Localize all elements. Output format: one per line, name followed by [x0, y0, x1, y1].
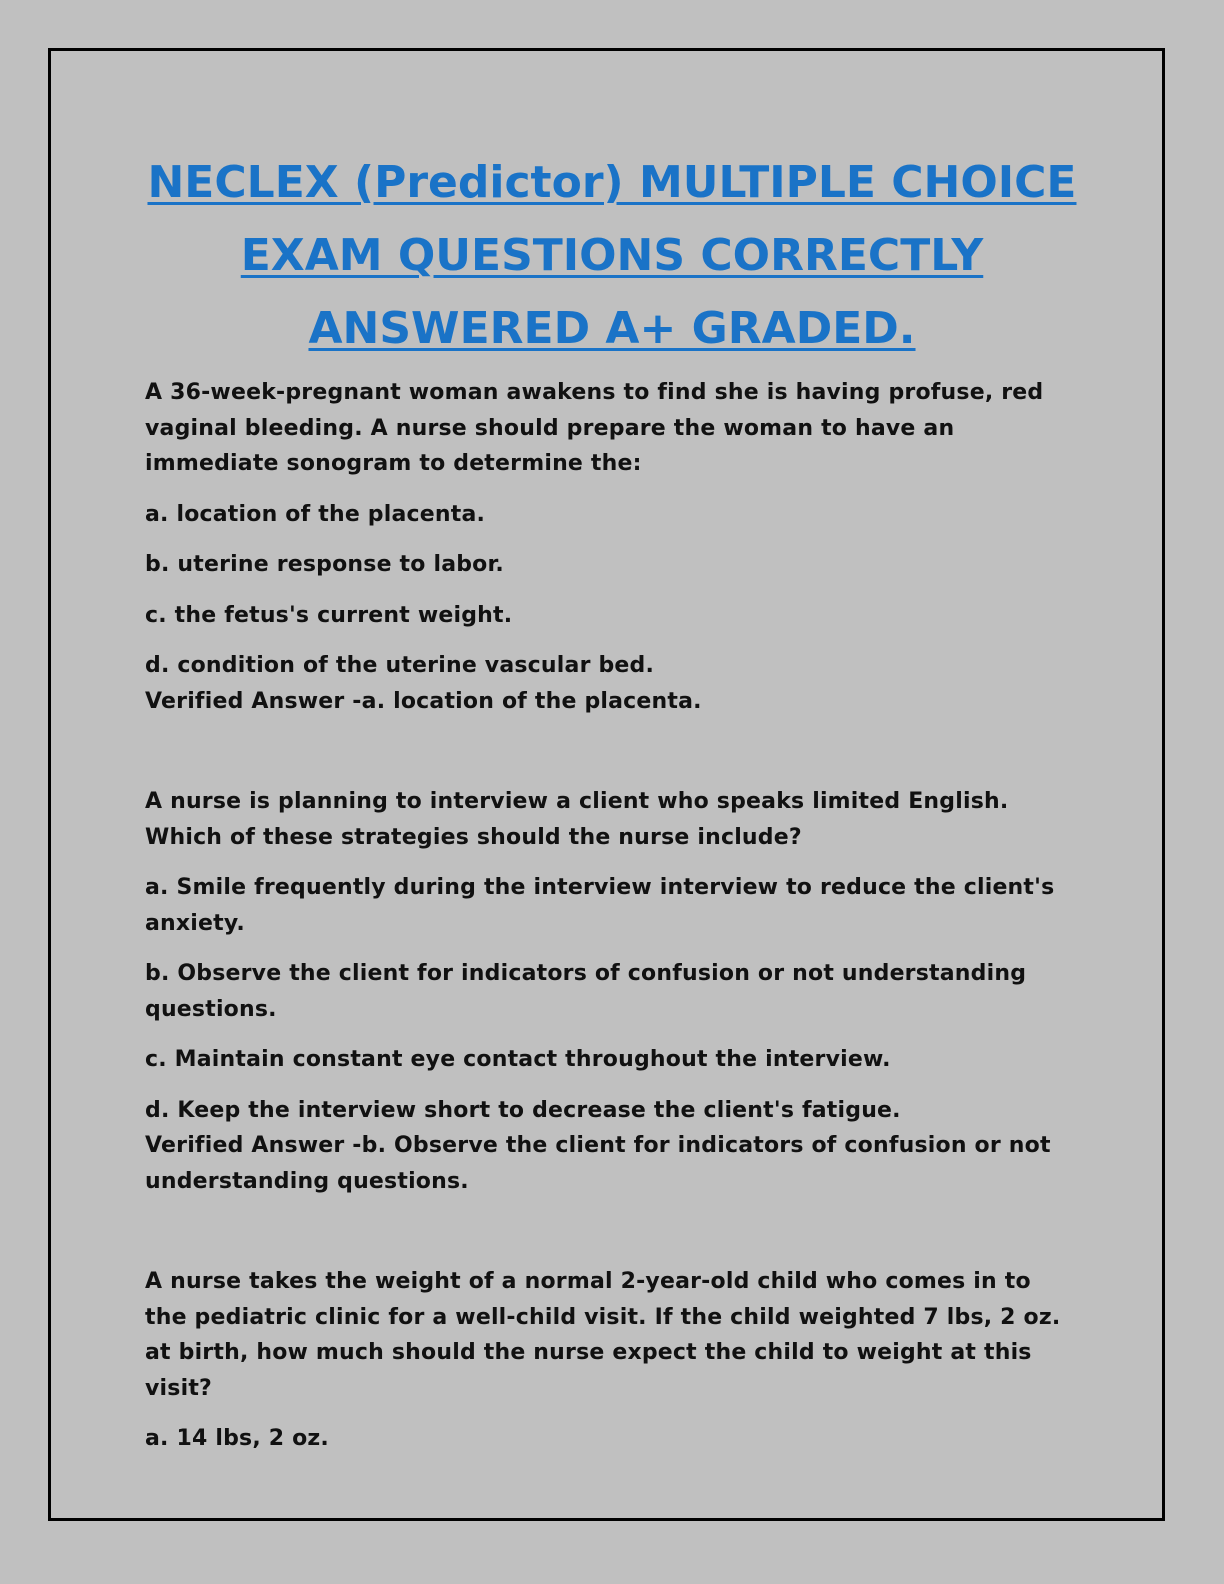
option-d: d. Keep the interview short to decrease the client's fatigue.: [145, 1097, 901, 1123]
title-line-3: ANSWERED A+ GRADED.: [308, 303, 916, 354]
question-text: A nurse takes the weight of a normal 2-year-old child who comes in to the pediatric clinic for a well-child visit. If the child weighted 7 lbs, 2 oz. at birth, how much should the nurse expect the child to weight at this visit?: [145, 1269, 1061, 1401]
option-c: c. the fetus's current weight.: [145, 602, 513, 628]
title-line-2: EXAM QUESTIONS CORRECTLY: [240, 230, 984, 281]
verified-answer: Verified Answer -a. location of the placenta.: [145, 688, 702, 714]
option-a: a. location of the placenta.: [145, 501, 486, 527]
questions-body: [145, 375, 1075, 1522]
question-text: A nurse is planning to interview a client who speaks limited English. Which of these strategies should the nurse include?: [145, 789, 1009, 850]
question-text: A 36-week-pregnant woman awakens to find she is having profuse, red vaginal bleeding. A nurse should prepare the woman to have an immediate sonogram to determine the:: [145, 380, 1044, 476]
option-a: a. Smile frequently during the interview interview to reduce the client's anxiety.: [145, 875, 1055, 936]
question-2: [145, 784, 1075, 1199]
option-b: b. Observe the client for indicators of confusion or not understanding questions.: [145, 961, 1027, 1022]
option-d: d. condition of the uterine vascular bed.: [145, 653, 655, 678]
title-line-1: NECLEX (Predictor) MULTIPLE CHOICE: [147, 157, 1077, 208]
option-a: a. 14 lbs, 2 oz.: [145, 1426, 329, 1451]
option-c: c. Maintain constant eye contact throughout the interview.: [145, 1047, 891, 1072]
question-1: [145, 375, 1075, 719]
option-b: b. uterine response to labor.: [145, 552, 504, 577]
verified-answer: Verified Answer -b. Observe the client for indicators of confusion or not understanding questions.: [145, 1133, 1051, 1194]
question-3: [145, 1264, 1075, 1457]
document-title: [0, 146, 1224, 365]
